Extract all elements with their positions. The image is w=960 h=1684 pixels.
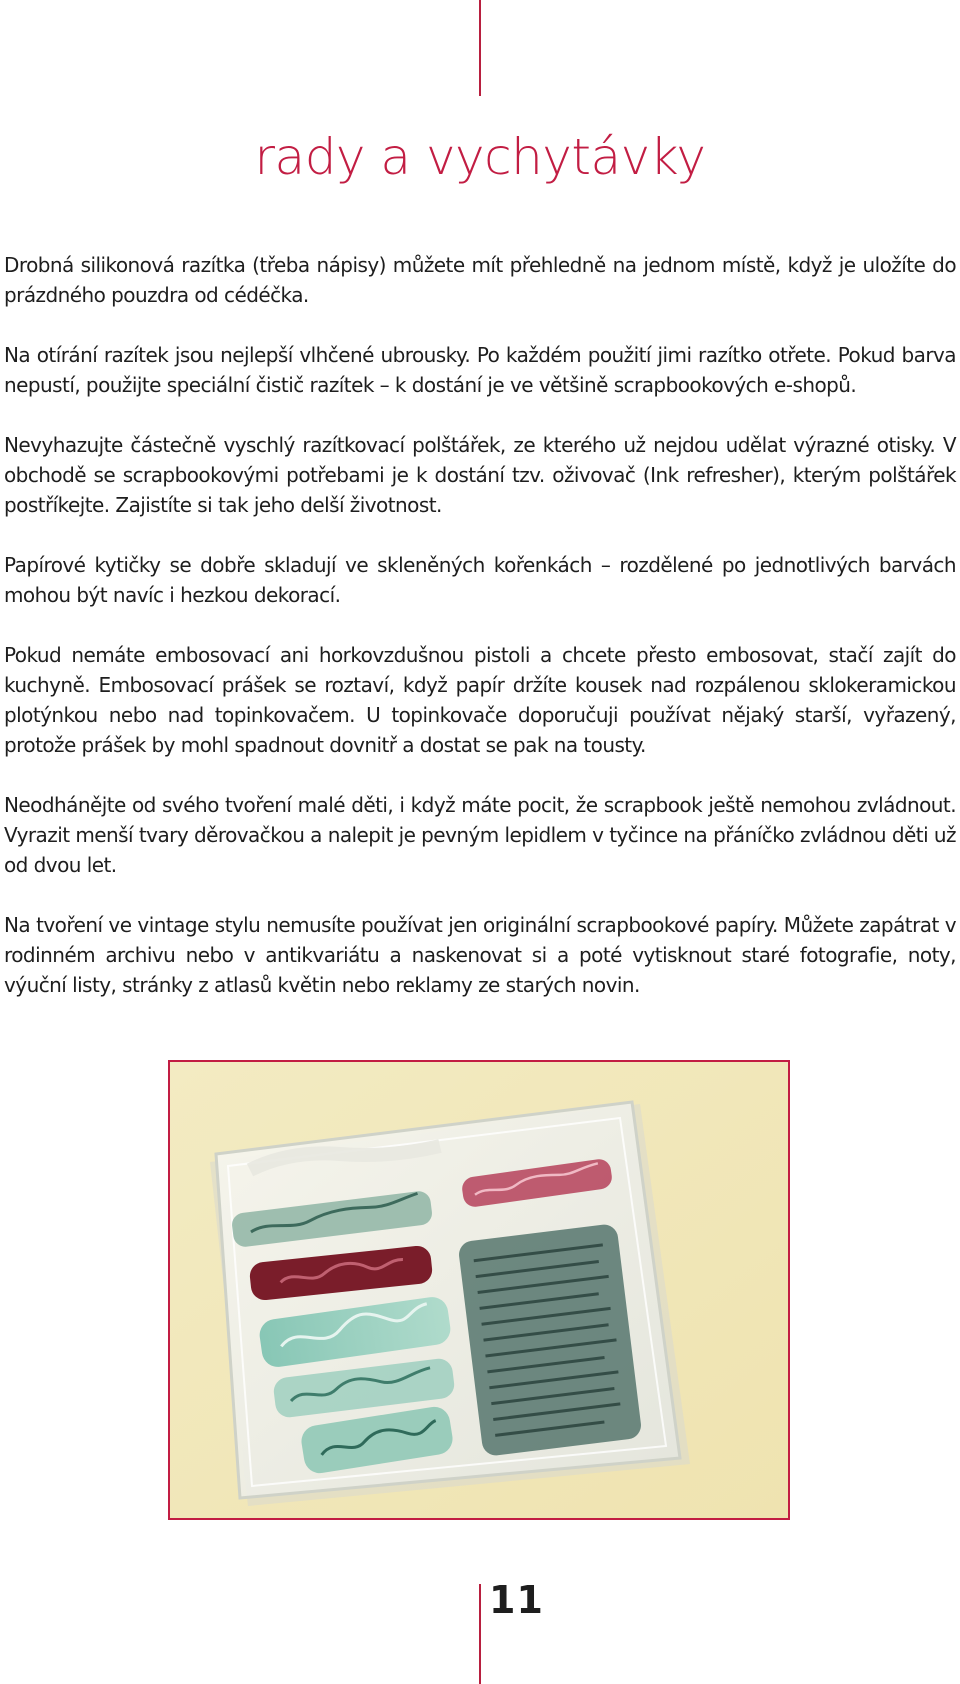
page-number: 11 <box>489 1578 544 1622</box>
top-divider-line <box>479 0 481 96</box>
bottom-divider-line <box>479 1584 481 1684</box>
tip-paragraph-2: Na otírání razítek jsou nejlepší vlhčené ubrousky. Po každém použití jimi razítko otřete. Pokud barva nepustí, použijte speciální čistič razítek – k dostání je ve většině scrapbookových e-shopů. <box>4 343 956 397</box>
tip-paragraph-1: Drobná silikonová razítka (třeba nápisy) můžete mít přehledně na jednom místě, když je uložíte do prázdného pouzdra od cédéčka. <box>4 253 956 307</box>
tip-paragraph-4: Papírové kytičky se dobře skladují ve skleněných kořenkách – rozdělené po jednotlivých barvách mohou být navíc i hezkou dekorací. <box>4 553 956 607</box>
stamps-photo <box>168 1060 790 1520</box>
cd-case-with-stamps-illustration <box>170 1062 788 1518</box>
tip-paragraph-7: Na tvoření ve vintage stylu nemusíte používat jen originální scrapbookové papíry. Můžete zapátrat v rodinném archivu nebo v antikvariátu a naskenovat si a poté vytisknout staré fotografie, noty, výuční listy, stránky z atlasů květin nebo reklamy ze starých novin. <box>4 913 956 997</box>
tip-paragraph-3: Nevyhazujte částečně vyschlý razítkovací polštářek, ze kterého už nejdou udělat výrazné otisky. V obchodě se scrapbookovými potřebami je k dostání tzv. oživovač (Ink refresher), kterým polštářek postříkejte. Zajistíte si tak jeho delší životnost. <box>4 433 956 517</box>
page-title: rady a vychytávky <box>254 128 706 186</box>
tip-paragraph-6: Neodhánějte od svého tvoření malé děti, i když máte pocit, že scrapbook ještě nemohou zvládnout. Vyrazit menší tvary děrovačkou a nalepit je pevným lepidlem v tyčince na přáníčko zvládnou děti už od dvou let. <box>4 793 956 877</box>
tips-text <box>4 250 956 1030</box>
tip-paragraph-5: Pokud nemáte embosovací ani horkovzdušnou pistoli a chcete přesto embosovat, stačí zajít do kuchyně. Embosovací prášek se roztaví, když papír držíte kousek nad rozpálenou sklokeramickou plotýnkou nebo nad topinkovačem. U topinkovače doporučuji používat nějaký starší, vyřazený, protože prášek by mohl spadnout dovnitř a dostat se pak na tousty. <box>4 643 956 757</box>
